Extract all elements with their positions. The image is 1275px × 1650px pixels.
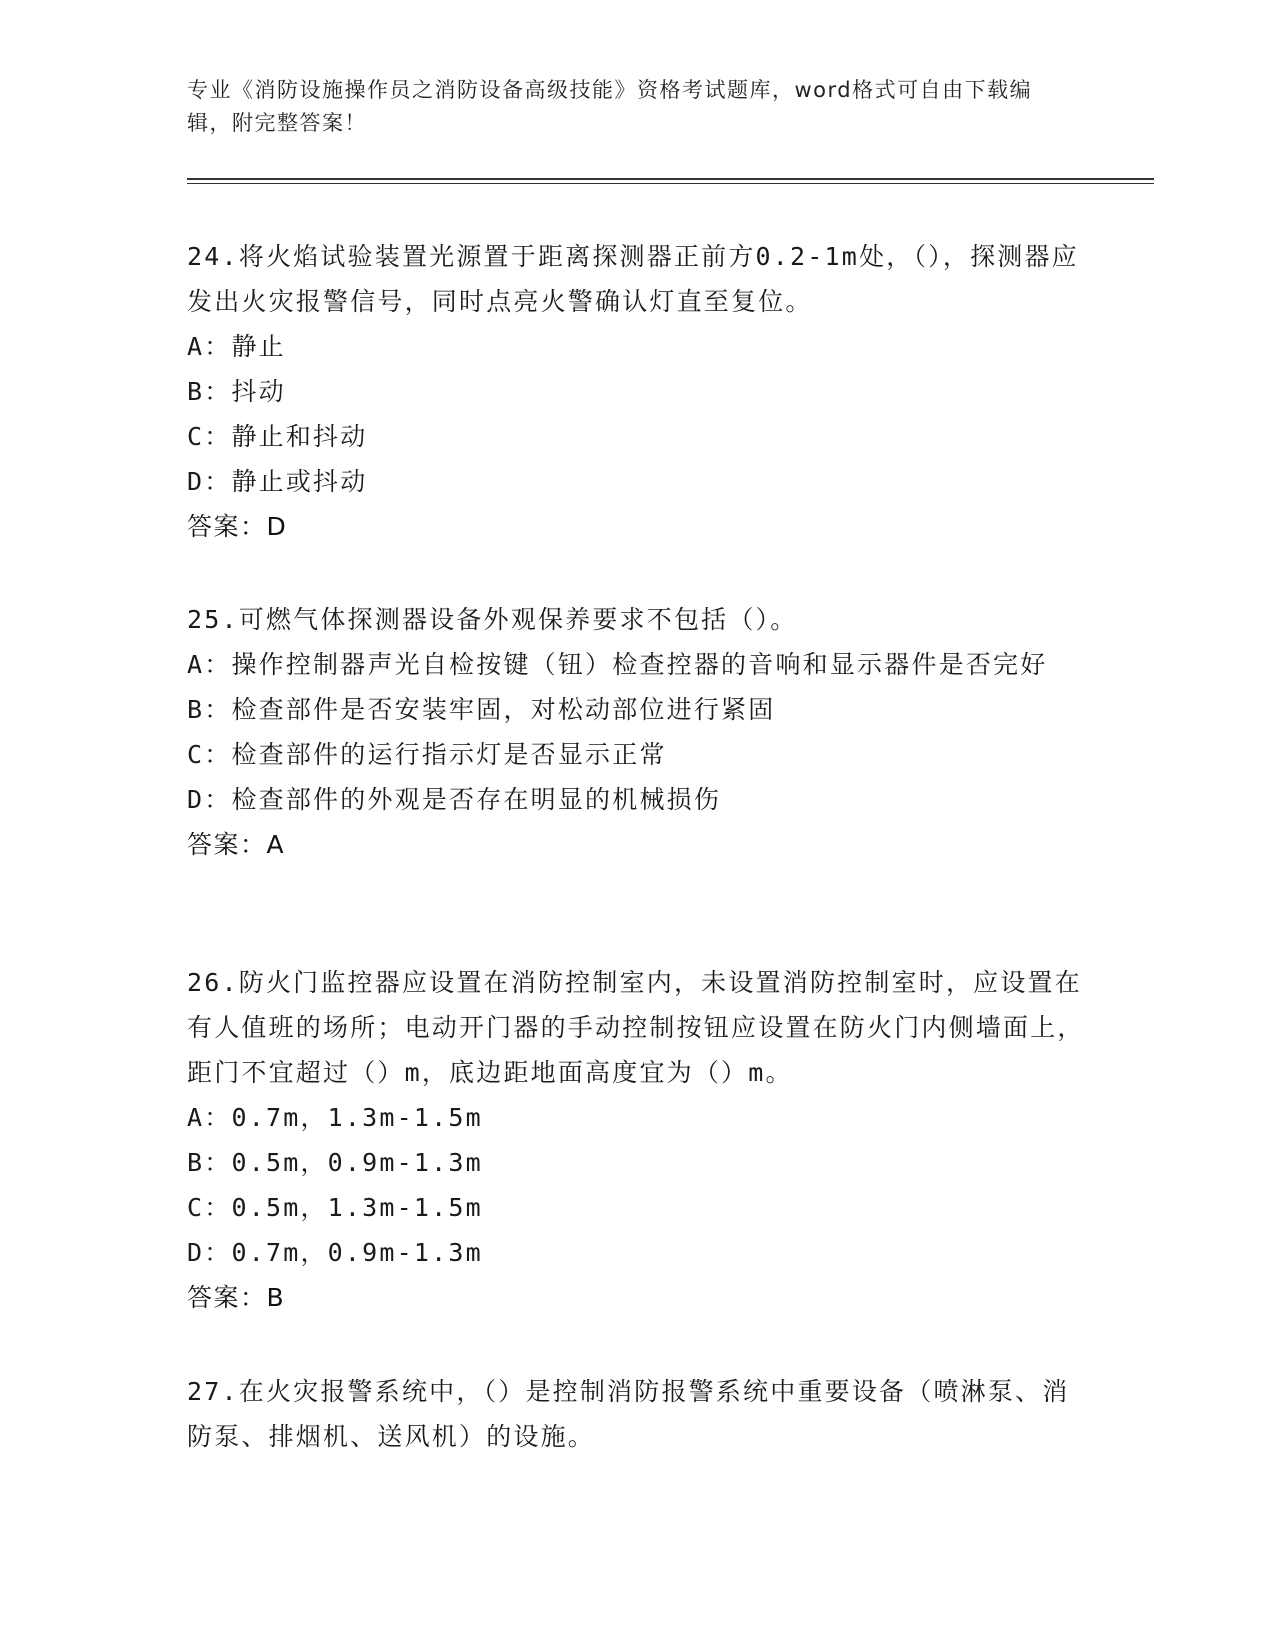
document-header: 专业《消防设施操作员之消防设备高级技能》资格考试题库，word格式可自由下载编辑，附完整答案！ [187,78,1033,135]
option-b: B：检查部件是否安装牢固，对松动部位进行紧固 [187,695,776,724]
option-d: D：检查部件的外观是否存在明显的机械损伤 [187,785,722,814]
question-25 [187,597,1087,867]
question-24 [187,234,1087,549]
option-d: D：静止或抖动 [187,467,368,496]
option-a: A：静止 [187,332,286,361]
header-divider [187,178,1154,180]
question-text: 24.将火焰试验装置光源置于距离探测器正前方0.2-1m处，（），探测器应发出火灾报警信号，同时点亮火警确认灯直至复位。 [187,242,1079,316]
option-b: B：0.5m，0.9m-1.3m [187,1148,483,1177]
answer: 答案：A [187,830,286,859]
option-a: A：0.7m，1.3m-1.5m [187,1103,483,1132]
header-divider-thin [187,183,1154,184]
answer: 答案：B [187,1283,286,1312]
answer: 答案：D [187,512,288,541]
question-text: 26.防火门监控器应设置在消防控制室内，未设置消防控制室时，应设置在有人值班的场所；电动开门器的手动控制按钮应设置在防火门内侧墙面上，距门不宜超过（）m，底边距地面高度宜为（）m。 [187,968,1085,1087]
option-c: C：0.5m，1.3m-1.5m [187,1193,483,1222]
question-text: 27.在火灾报警系统中，（）是控制消防报警系统中重要设备（喷淋泵、消防泵、排烟机、送风机）的设施。 [187,1377,1070,1451]
question-26 [187,960,1087,1320]
question-27 [187,1369,1087,1459]
option-a: A：操作控制器声光自检按键（钮）检查控器的音响和显示器件是否完好 [187,650,1048,679]
option-b: B：抖动 [187,377,286,406]
option-d: D：0.7m，0.9m-1.3m [187,1238,483,1267]
question-text: 25.可燃气体探测器设备外观保养要求不包括（）。 [187,605,798,634]
option-c: C：静止和抖动 [187,422,368,451]
option-c: C：检查部件的运行指示灯是否显示正常 [187,740,667,769]
